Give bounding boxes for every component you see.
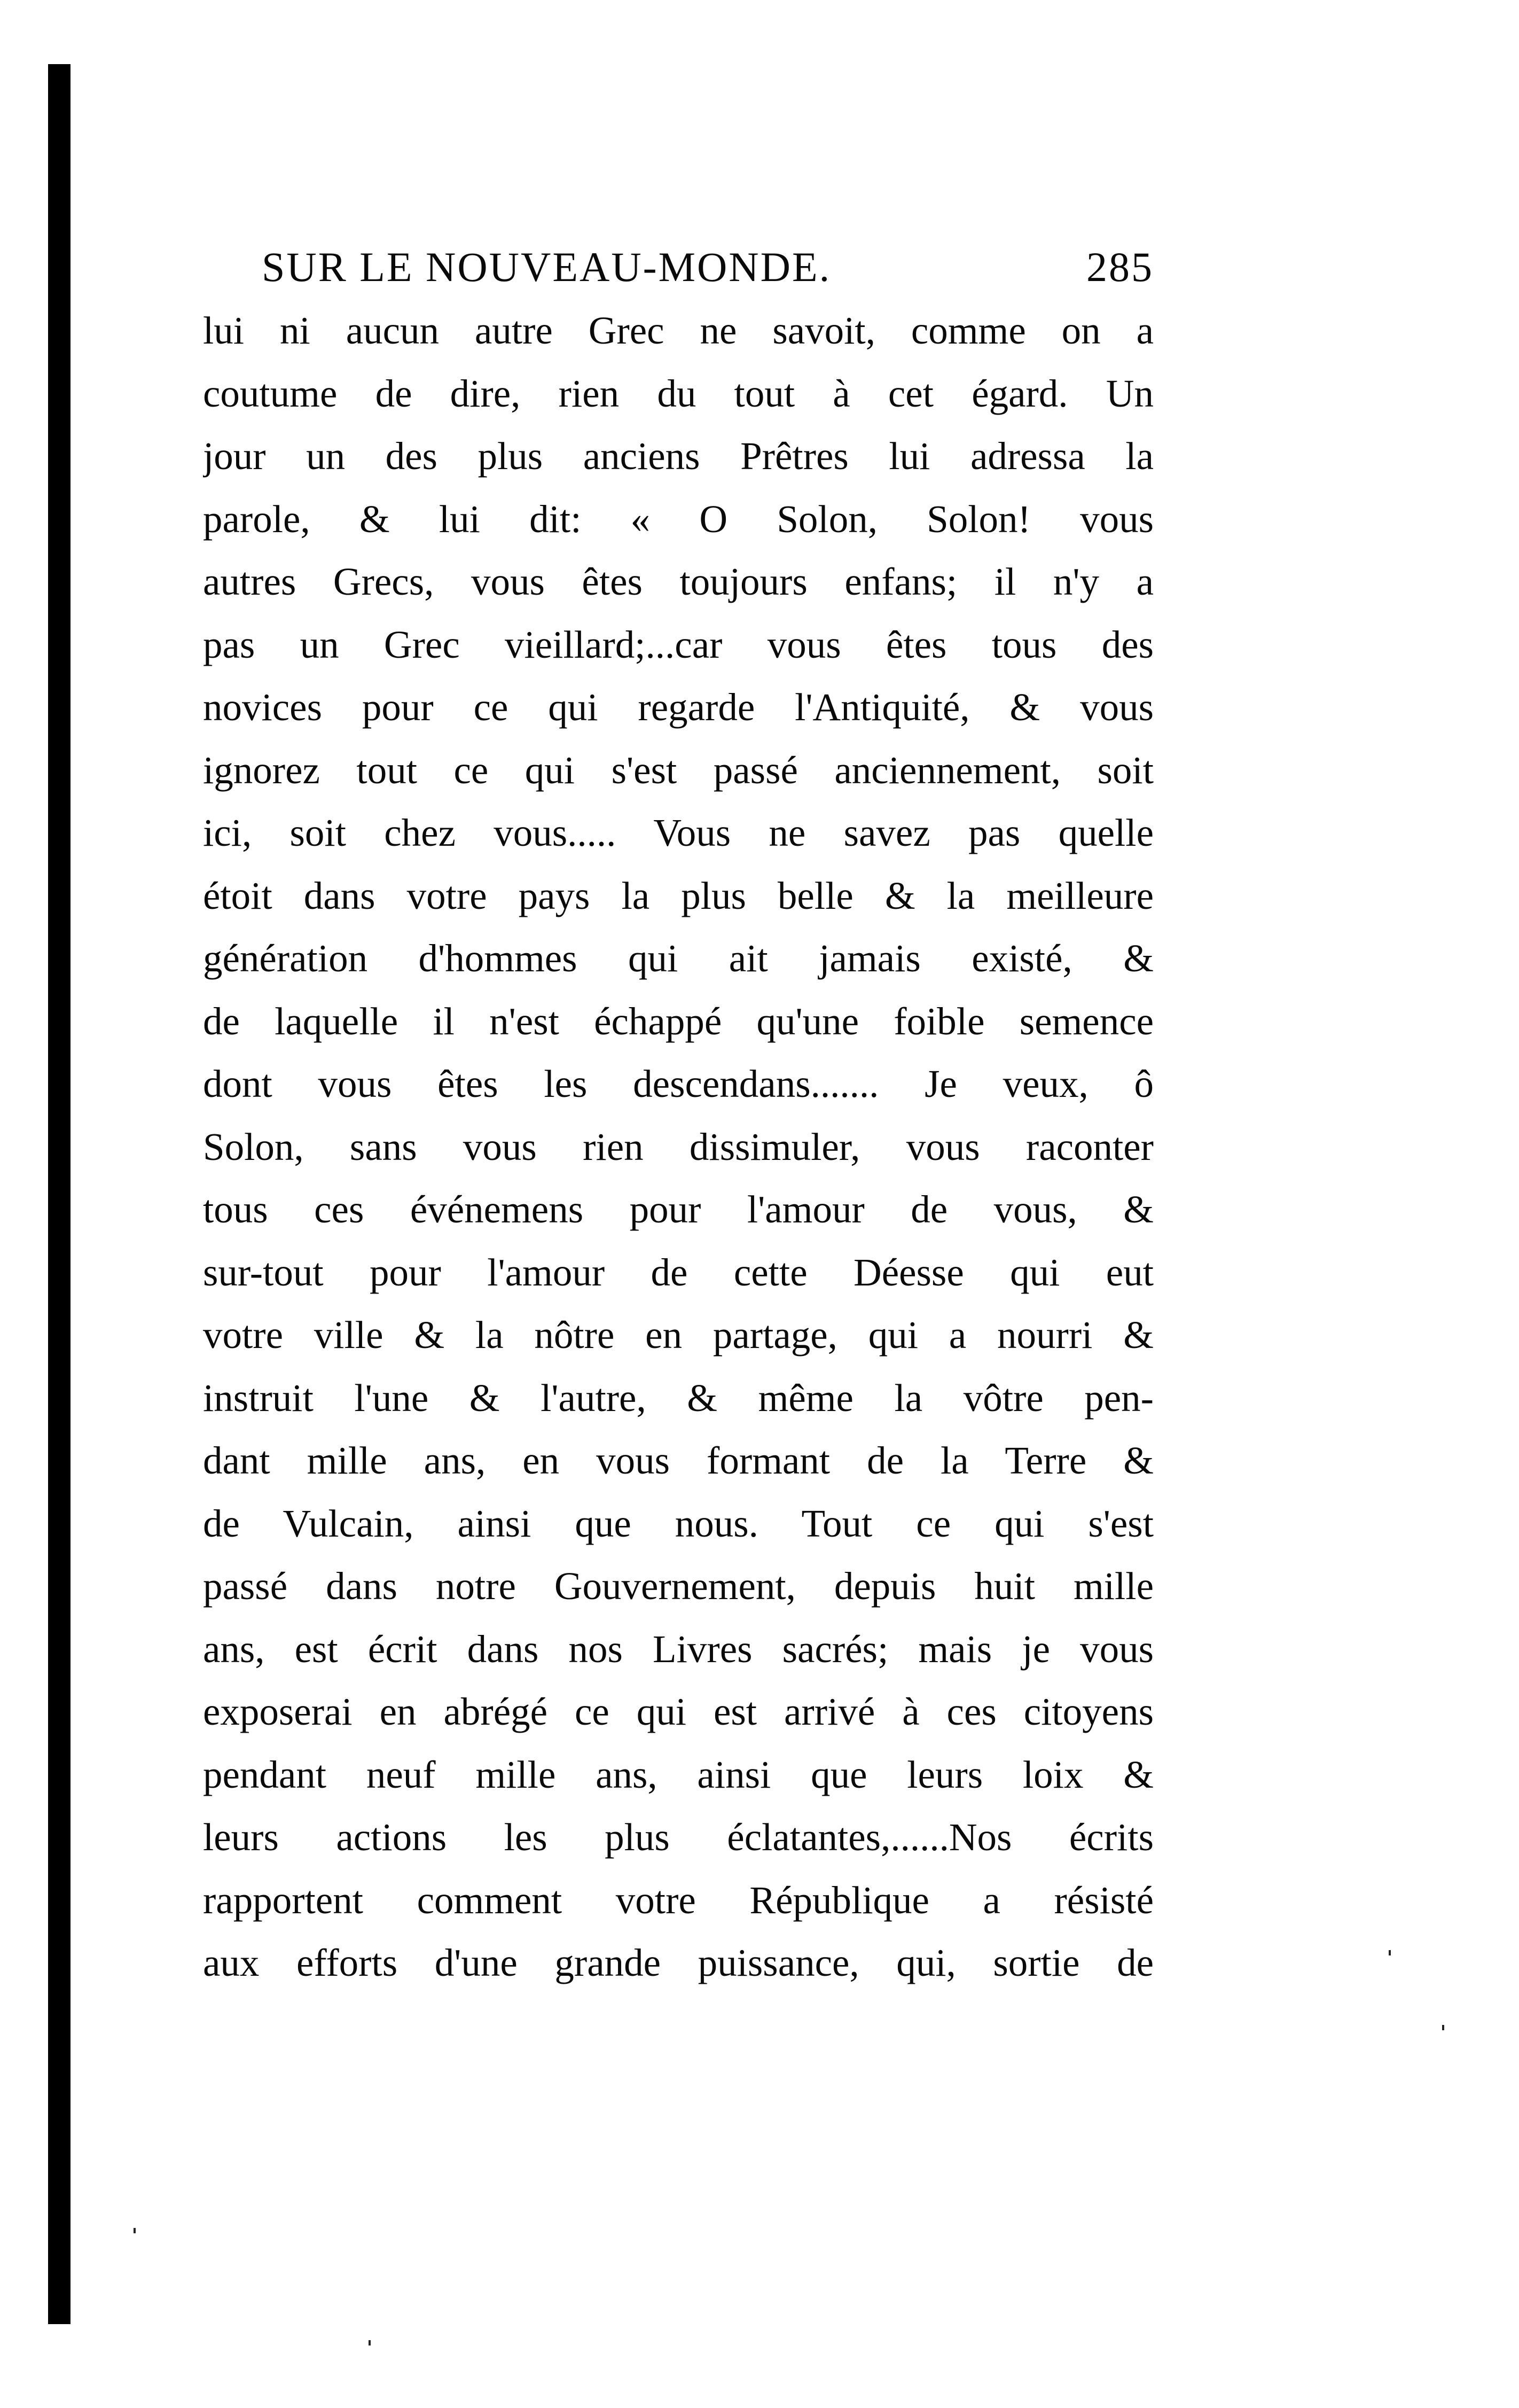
text-line: pas un Grec vieillard;...car vous êtes tous des [203, 622, 1154, 666]
page-number: 285 [1086, 244, 1154, 290]
text-line: Solon, sans vous rien dissimuler, vous raconter [203, 1125, 1154, 1168]
text-line: ans, est écrit dans nos Livres sacrés; mais je vous [203, 1627, 1154, 1671]
text-line: aux efforts d'une grande puissance, qui, sortie de [203, 1941, 1154, 1984]
text-line: rapportent comment votre République a résisté [203, 1878, 1154, 1922]
text-line: autres Grecs, vous êtes toujours enfans; il n'y a [203, 560, 1154, 603]
text-line: parole, & lui dit: « O Solon, Solon! vous [203, 497, 1154, 541]
text-line: de Vulcain, ainsi que nous. Tout ce qui s'est [203, 1501, 1154, 1545]
text-line: génération d'hommes qui ait jamais existé, & [203, 937, 1154, 980]
running-head-title: SUR LE NOUVEAU-MONDE. [262, 244, 832, 290]
text-line: leurs actions les plus éclatantes,......Nos écrits [203, 1815, 1154, 1859]
text-line: instruit l'une & l'autre, & même la vôtre pen- [203, 1376, 1154, 1420]
scan-speck [1442, 2025, 1444, 2030]
text-line: votre ville & la nôtre en partage, qui a nourri & [203, 1313, 1154, 1357]
text-line: étoit dans votre pays la plus belle & la meilleure [203, 874, 1154, 917]
scan-speck [1389, 1950, 1391, 1955]
text-line: coutume de dire, rien du tout à cet égard. Un [203, 371, 1154, 415]
text-line: novices pour ce qui regarde l'Antiquité, & vous [203, 685, 1154, 729]
text-line: dont vous êtes les descendans....... Je veux, ô [203, 1062, 1154, 1105]
text-line: passé dans notre Gouvernement, depuis huit mille [203, 1564, 1154, 1608]
scan-speck [369, 2340, 371, 2345]
text-line: de laquelle il n'est échappé qu'une foible semence [203, 999, 1154, 1043]
text-line: jour un des plus anciens Prêtres lui adressa la [203, 434, 1154, 478]
text-line: dant mille ans, en vous formant de la Terre & [203, 1439, 1154, 1482]
body-text [203, 299, 1154, 1994]
book-page [203, 235, 1154, 1994]
text-line: pendant neuf mille ans, ainsi que leurs loix & [203, 1752, 1154, 1796]
text-line: ici, soit chez vous..... Vous ne savez pas quelle [203, 811, 1154, 854]
scan-gutter-shadow [48, 64, 71, 2324]
text-line: ignorez tout ce qui s'est passé anciennement, soit [203, 748, 1154, 792]
running-head [203, 235, 1154, 299]
scan-speck [134, 2228, 136, 2233]
text-line: lui ni aucun autre Grec ne savoit, comme on a [203, 309, 1154, 352]
text-line: tous ces événemens pour l'amour de vous, & [203, 1188, 1154, 1231]
text-line: sur-tout pour l'amour de cette Déesse qui eut [203, 1250, 1154, 1294]
text-line: exposerai en abrégé ce qui est arrivé à ces citoyens [203, 1690, 1154, 1733]
